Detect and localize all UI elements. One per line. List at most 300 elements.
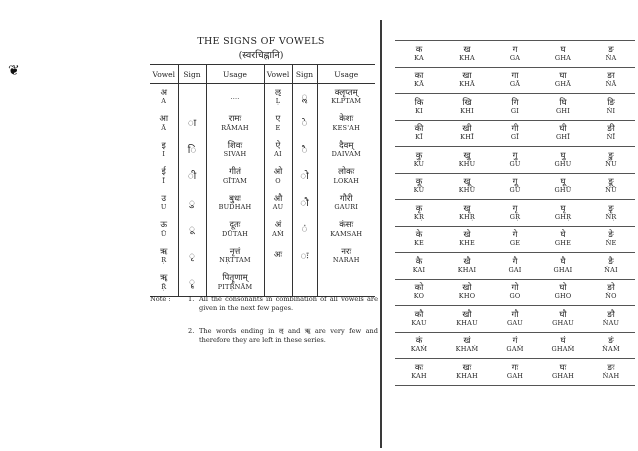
syllable-cell (491, 332, 539, 359)
usage-cell (206, 164, 264, 191)
vowel-cell (150, 137, 178, 164)
vowel-cell (150, 164, 178, 191)
syllable-devanagari: गं (512, 336, 518, 346)
table-row (150, 137, 375, 164)
syllable-cell (539, 253, 587, 280)
syllable-cell (587, 200, 635, 227)
syllable-cell (587, 94, 635, 121)
syllable-devanagari: घं (560, 336, 566, 346)
vowel-cell (264, 217, 292, 244)
syllable-devanagari: ग (512, 44, 518, 55)
vowel-devanagari: ओ (273, 167, 283, 178)
syllable-roman: ṄĀ (605, 80, 617, 89)
syllable-devanagari: गू (512, 177, 518, 187)
syllable-roman: ṄI (606, 106, 616, 115)
syllable-roman: GHI (555, 106, 571, 115)
syllable-cell (587, 173, 635, 200)
vowel-devanagari: ऌ (275, 87, 281, 98)
syllable-devanagari: घ (560, 44, 566, 55)
syllable-cell (443, 332, 491, 359)
note-number: 2. (188, 327, 195, 335)
syllable-cell (539, 359, 587, 386)
syllable-cell (395, 120, 443, 147)
syllable-roman: KĀ (414, 80, 424, 89)
syllable-roman: KHAH (456, 371, 478, 380)
syllable-devanagari: गी (511, 124, 519, 134)
vowel-sign: ि (187, 144, 197, 156)
syllable-roman: ṄA (605, 53, 617, 62)
syllable-cell (395, 332, 443, 359)
syllable-roman: GAṀ (506, 345, 524, 354)
syllable-cell (587, 120, 635, 147)
syllable-devanagari: खू (463, 177, 471, 187)
syllable-cell (395, 41, 443, 68)
sign-cell (292, 243, 317, 270)
syllable-devanagari: खै (463, 256, 471, 267)
sign-cell (292, 190, 317, 217)
usage-cell (317, 270, 375, 297)
syllable-devanagari: ङि (607, 97, 615, 108)
syllable-devanagari: घी (559, 124, 567, 134)
syllable-devanagari: गः (511, 362, 519, 373)
usage-roman: LOKAH (333, 176, 360, 185)
syllable-devanagari: कृ (415, 203, 423, 214)
syllable-devanagari: खः (462, 362, 472, 373)
syllable-cell (539, 332, 587, 359)
header-sign: Sign (178, 65, 206, 84)
usage-devanagari: बुधः (229, 193, 241, 204)
syllable-roman: GĀ (509, 80, 521, 89)
syllable-roman: ṄAI (604, 265, 618, 274)
vowel-roman: I (162, 150, 166, 159)
vowel-devanagari: अं (274, 220, 282, 231)
syllable-roman: KHAU (456, 318, 478, 327)
syllable-devanagari: घो (559, 283, 567, 293)
usage-devanagari: पितॄणाम् (222, 273, 248, 284)
syllable-cell (491, 67, 539, 94)
syllable-devanagari: घि (559, 97, 567, 108)
syllable-cell (395, 67, 443, 94)
syllable-roman: KHŪ (458, 186, 476, 195)
syllable-devanagari: ङो (607, 283, 615, 293)
syllable-cell (491, 359, 539, 386)
syllable-devanagari: ङी (607, 124, 615, 134)
syllable-roman: ṄE (605, 239, 617, 248)
syllable-roman: GE (509, 239, 521, 248)
syllable-cell (443, 200, 491, 227)
syllable-roman: GĪ (510, 133, 520, 142)
syllable-devanagari: का (414, 71, 424, 81)
vowel-roman: Ṝ (161, 282, 167, 291)
syllable-roman: GHE (554, 239, 572, 248)
syllable-roman: KHO (458, 292, 476, 301)
usage-devanagari: लोकः (338, 167, 355, 178)
usage-cell (206, 84, 264, 111)
vowel-devanagari: ऊ (160, 220, 168, 231)
syllable-roman: KṚ (413, 212, 425, 221)
syllable-devanagari: गृ (512, 203, 518, 214)
syllable-cell (587, 253, 635, 280)
sign-cell (178, 164, 206, 191)
vowel-sign: ो (300, 171, 309, 182)
usage-cell (206, 243, 264, 270)
syllable-roman: KA (414, 53, 424, 62)
vowel-roman: Ṛ (161, 256, 167, 265)
syllable-devanagari: को (414, 283, 424, 293)
syllable-roman: KHAṀ (455, 345, 479, 354)
header-sign: Sign (292, 65, 317, 84)
syllable-cell (539, 120, 587, 147)
usage-devanagari: केशः (339, 114, 354, 125)
syllable-roman: GŪ (509, 186, 521, 195)
note-text: The words ending in ऌ and ॠ are very few and therefore they are left in these series. (199, 327, 378, 345)
usage-roman: NṚTTAM (219, 256, 251, 265)
syllable-cell (491, 147, 539, 174)
vowel-devanagari: औ (273, 193, 283, 204)
vowel-devanagari: उ (161, 193, 167, 204)
syllable-cell (491, 306, 539, 333)
vowel-cell (150, 84, 178, 111)
syllable-cell (443, 226, 491, 253)
sign-cell (178, 137, 206, 164)
vowel-sign: ृ (189, 250, 195, 262)
syllable-roman: GU (509, 159, 521, 168)
syllable-cell (539, 41, 587, 68)
usage-devanagari: नृत्तं (229, 246, 241, 257)
usage-devanagari: नरः (341, 246, 352, 257)
usage-roman: GĪTAM (222, 176, 248, 185)
vowel-devanagari: ए (275, 114, 281, 125)
sign-cell (292, 164, 317, 191)
sign-cell (178, 243, 206, 270)
syllable-cell (491, 94, 539, 121)
syllable-cell (587, 306, 635, 333)
syllable-cell (539, 279, 587, 306)
usage-devanagari: दूतः (229, 220, 241, 231)
vowel-sign: ू (189, 224, 195, 235)
usage-devanagari: रामः (228, 114, 242, 125)
usage-cell (206, 190, 264, 217)
vowel-sign: ॢ (301, 91, 308, 103)
vowel-devanagari: इ (161, 140, 166, 151)
syllable-devanagari: कु (415, 150, 423, 161)
table-row (150, 243, 375, 270)
syllable-cell (443, 306, 491, 333)
syllable-cell (443, 253, 491, 280)
syllable-devanagari: गे (512, 230, 518, 240)
consonant-combination-table (395, 40, 635, 386)
syllable-devanagari: खे (463, 230, 471, 240)
syllable-cell (539, 306, 587, 333)
syllable-roman: GHAṀ (551, 345, 575, 354)
syllable-devanagari: गि (511, 97, 519, 108)
vowel-roman: O (275, 176, 281, 185)
syllable-devanagari: घू (560, 177, 566, 187)
syllable-cell (587, 226, 635, 253)
syllable-cell (395, 279, 443, 306)
usage-cell (206, 137, 264, 164)
vowel-devanagari: ऐ (275, 140, 281, 151)
syllable-devanagari: खो (462, 283, 472, 293)
syllable-cell (491, 226, 539, 253)
syllable-cell (443, 147, 491, 174)
usage-cell (317, 243, 375, 270)
syllable-roman: GHO (554, 292, 572, 301)
syllable-cell (395, 147, 443, 174)
table-row (395, 147, 635, 174)
syllable-cell (587, 147, 635, 174)
sign-cell (292, 270, 317, 297)
syllable-roman: ṄAU (602, 318, 620, 327)
syllable-devanagari: गा (511, 71, 519, 81)
syllable-devanagari: घु (560, 150, 566, 161)
usage-roman: SIVAH (223, 150, 247, 159)
vowel-sign: ु (189, 197, 195, 209)
syllable-devanagari: घृ (560, 203, 566, 214)
syllable-roman: KHĀ (459, 80, 475, 89)
usage-roman: RĀMAH (221, 123, 249, 132)
usage-cell (317, 111, 375, 138)
usage-roman: DŪTAH (221, 229, 249, 238)
syllable-devanagari: घः (559, 362, 567, 373)
vowel-devanagari: ऋ (160, 246, 168, 257)
syllable-cell (491, 41, 539, 68)
vowel-cell (264, 111, 292, 138)
header-vowel: Vowel (150, 65, 178, 84)
usage-roman: PITṜNĀM (217, 282, 253, 291)
vowel-cell (150, 243, 178, 270)
table-header-row (150, 65, 375, 84)
syllable-roman: KI (415, 106, 423, 115)
table-row (395, 173, 635, 200)
usage-cell (317, 217, 375, 244)
syllable-devanagari: खु (463, 150, 471, 161)
syllable-cell (443, 41, 491, 68)
syllable-roman: KHI (460, 106, 474, 115)
usage-devanagari: गीतं (229, 167, 241, 178)
usage-roman: GAURI (334, 203, 359, 212)
syllable-cell (395, 173, 443, 200)
table-row (395, 226, 635, 253)
syllable-roman: KHA (459, 53, 475, 62)
syllable-cell (443, 120, 491, 147)
syllable-cell (395, 359, 443, 386)
syllable-cell (491, 279, 539, 306)
usage-roman: .... (230, 92, 240, 101)
syllable-roman: KHṚ (458, 212, 476, 221)
syllable-devanagari: कै (415, 256, 423, 267)
usage-cell (206, 217, 264, 244)
note-number: 1. (188, 295, 195, 303)
syllable-devanagari: क (415, 44, 423, 55)
syllable-roman: GHAI (553, 265, 573, 274)
usage-roman: DAIVAM (331, 150, 361, 159)
syllable-roman: GAI (508, 265, 522, 274)
vowel-roman: Ā (161, 123, 167, 132)
syllable-roman: GA (509, 53, 521, 62)
sign-cell (292, 217, 317, 244)
table-row (395, 359, 635, 386)
syllable-roman: GHA (554, 53, 572, 62)
syllable-devanagari: कं (415, 336, 423, 346)
usage-cell (317, 84, 375, 111)
syllable-roman: KAH (411, 371, 427, 380)
vowel-cell (264, 243, 292, 270)
syllable-devanagari: गौ (511, 309, 519, 320)
syllable-devanagari: घा (559, 71, 567, 81)
syllable-roman: KU (413, 159, 425, 168)
table-row (150, 217, 375, 244)
syllable-roman: ṄṚ (605, 212, 617, 221)
vowel-sign: ॄ (189, 277, 195, 288)
syllable-devanagari: खौ (462, 309, 472, 320)
syllable-devanagari: ख (463, 44, 471, 55)
table-row (150, 190, 375, 217)
syllable-cell (587, 332, 635, 359)
syllable-devanagari: के (415, 230, 423, 240)
vowel-sign: ा (187, 118, 197, 129)
usage-devanagari: क्लृप्तम् (334, 87, 358, 98)
vowel-sign: ं (301, 224, 308, 235)
sign-cell (178, 270, 206, 297)
table-row (395, 200, 635, 227)
vowel-roman: Ū (160, 229, 167, 238)
syllable-devanagari: ङा (607, 71, 615, 81)
syllable-roman: ṄU (605, 159, 617, 168)
table-row (150, 270, 375, 297)
syllable-roman: GHAH (551, 371, 575, 380)
vowel-devanagari: ॠ (160, 273, 168, 284)
syllable-devanagari: खि (462, 97, 472, 108)
table-row (395, 120, 635, 147)
syllable-devanagari: घै (560, 256, 566, 267)
sign-cell (178, 111, 206, 138)
syllable-roman: KHĪ (460, 133, 474, 142)
vowel-devanagari: ई (161, 167, 166, 178)
syllable-cell (539, 226, 587, 253)
syllable-devanagari: कि (414, 97, 424, 108)
vowel-devanagari: अ (160, 87, 167, 98)
usage-devanagari: कंसः (339, 220, 354, 231)
syllable-cell (395, 200, 443, 227)
syllable-cell (395, 253, 443, 280)
syllable-devanagari: गै (512, 256, 518, 267)
table-row (395, 306, 635, 333)
usage-cell (206, 111, 264, 138)
syllable-roman: KHE (459, 239, 475, 248)
syllable-roman: GHAU (552, 318, 574, 327)
syllable-roman: GHŪ (554, 186, 572, 195)
syllable-devanagari: कू (415, 177, 423, 187)
syllable-cell (395, 226, 443, 253)
usage-roman: NARAH (332, 256, 360, 265)
syllable-roman: KŪ (413, 186, 425, 195)
syllable-cell (443, 94, 491, 121)
syllable-roman: GAU (507, 318, 523, 327)
syllable-devanagari: घे (560, 230, 566, 240)
syllable-cell (587, 41, 635, 68)
vowel-cell (264, 164, 292, 191)
syllable-devanagari: कः (414, 362, 424, 373)
syllable-roman: KAI (412, 265, 426, 274)
syllable-cell (539, 94, 587, 121)
syllable-devanagari: ङै (608, 256, 614, 267)
syllable-roman: KO (413, 292, 425, 301)
syllable-devanagari: कौ (414, 309, 424, 320)
sign-cell (292, 137, 317, 164)
syllable-roman: KHU (458, 159, 476, 168)
syllable-roman: GHṚ (554, 212, 572, 221)
usage-roman: KAMSAH (330, 229, 363, 238)
syllable-devanagari: खृ (463, 203, 471, 214)
header-usage: Usage (317, 65, 375, 84)
syllable-roman: KHAI (457, 265, 477, 274)
vowel-roman: A (161, 97, 167, 106)
syllable-roman: GHĀ (554, 80, 572, 89)
syllable-roman: GI (510, 106, 520, 115)
syllable-devanagari: ङे (608, 230, 614, 240)
usage-roman: BUDHAH (218, 203, 252, 212)
table-row (395, 332, 635, 359)
syllable-cell (491, 173, 539, 200)
syllable-devanagari: ङौ (607, 309, 615, 320)
syllable-roman: GAH (506, 371, 524, 380)
fleuron-mark: ❦ (8, 63, 20, 79)
syllable-cell (491, 120, 539, 147)
usage-roman: KES'AH (332, 123, 360, 132)
sign-cell (292, 111, 317, 138)
vowel-roman: Ī (162, 176, 166, 185)
sign-cell (178, 190, 206, 217)
syllable-roman: ṄAṀ (602, 345, 620, 354)
table-row (395, 67, 635, 94)
syllable-cell (443, 279, 491, 306)
vowel-sign: ः (300, 250, 309, 262)
syllable-roman: GO (509, 292, 521, 301)
syllable-roman: KAU (411, 318, 427, 327)
vowel-roman: AU (272, 203, 284, 212)
table-row (395, 41, 635, 68)
usage-devanagari: शिवः (227, 140, 243, 151)
usage-cell (317, 137, 375, 164)
syllable-devanagari: खा (462, 71, 472, 81)
table-row (150, 164, 375, 191)
note-text: All the consonants in combination of all vowels are given in the next few pages. (199, 295, 378, 313)
syllable-roman: ṄŪ (605, 186, 617, 195)
vowel-cell (150, 111, 178, 138)
syllable-cell (587, 67, 635, 94)
syllable-cell (539, 200, 587, 227)
syllable-devanagari: ङृ (608, 203, 614, 214)
vowel-cell (264, 84, 292, 111)
syllable-cell (395, 306, 443, 333)
vowel-roman: E (275, 123, 281, 132)
syllable-cell (539, 147, 587, 174)
sign-cell (292, 84, 317, 111)
vowel-sign: ौ (300, 197, 309, 209)
vowel-roman: Ḷ (275, 97, 281, 106)
syllable-roman: GHU (554, 159, 572, 168)
usage-devanagari: दैवम् (339, 140, 354, 151)
syllable-cell (443, 359, 491, 386)
usage-cell (317, 190, 375, 217)
table-row (395, 94, 635, 121)
header-vowel: Vowel (264, 65, 292, 84)
syllable-roman: ṄĪ (606, 133, 616, 142)
syllable-devanagari: ङु (608, 150, 614, 161)
syllable-cell (587, 279, 635, 306)
table-row (395, 279, 635, 306)
